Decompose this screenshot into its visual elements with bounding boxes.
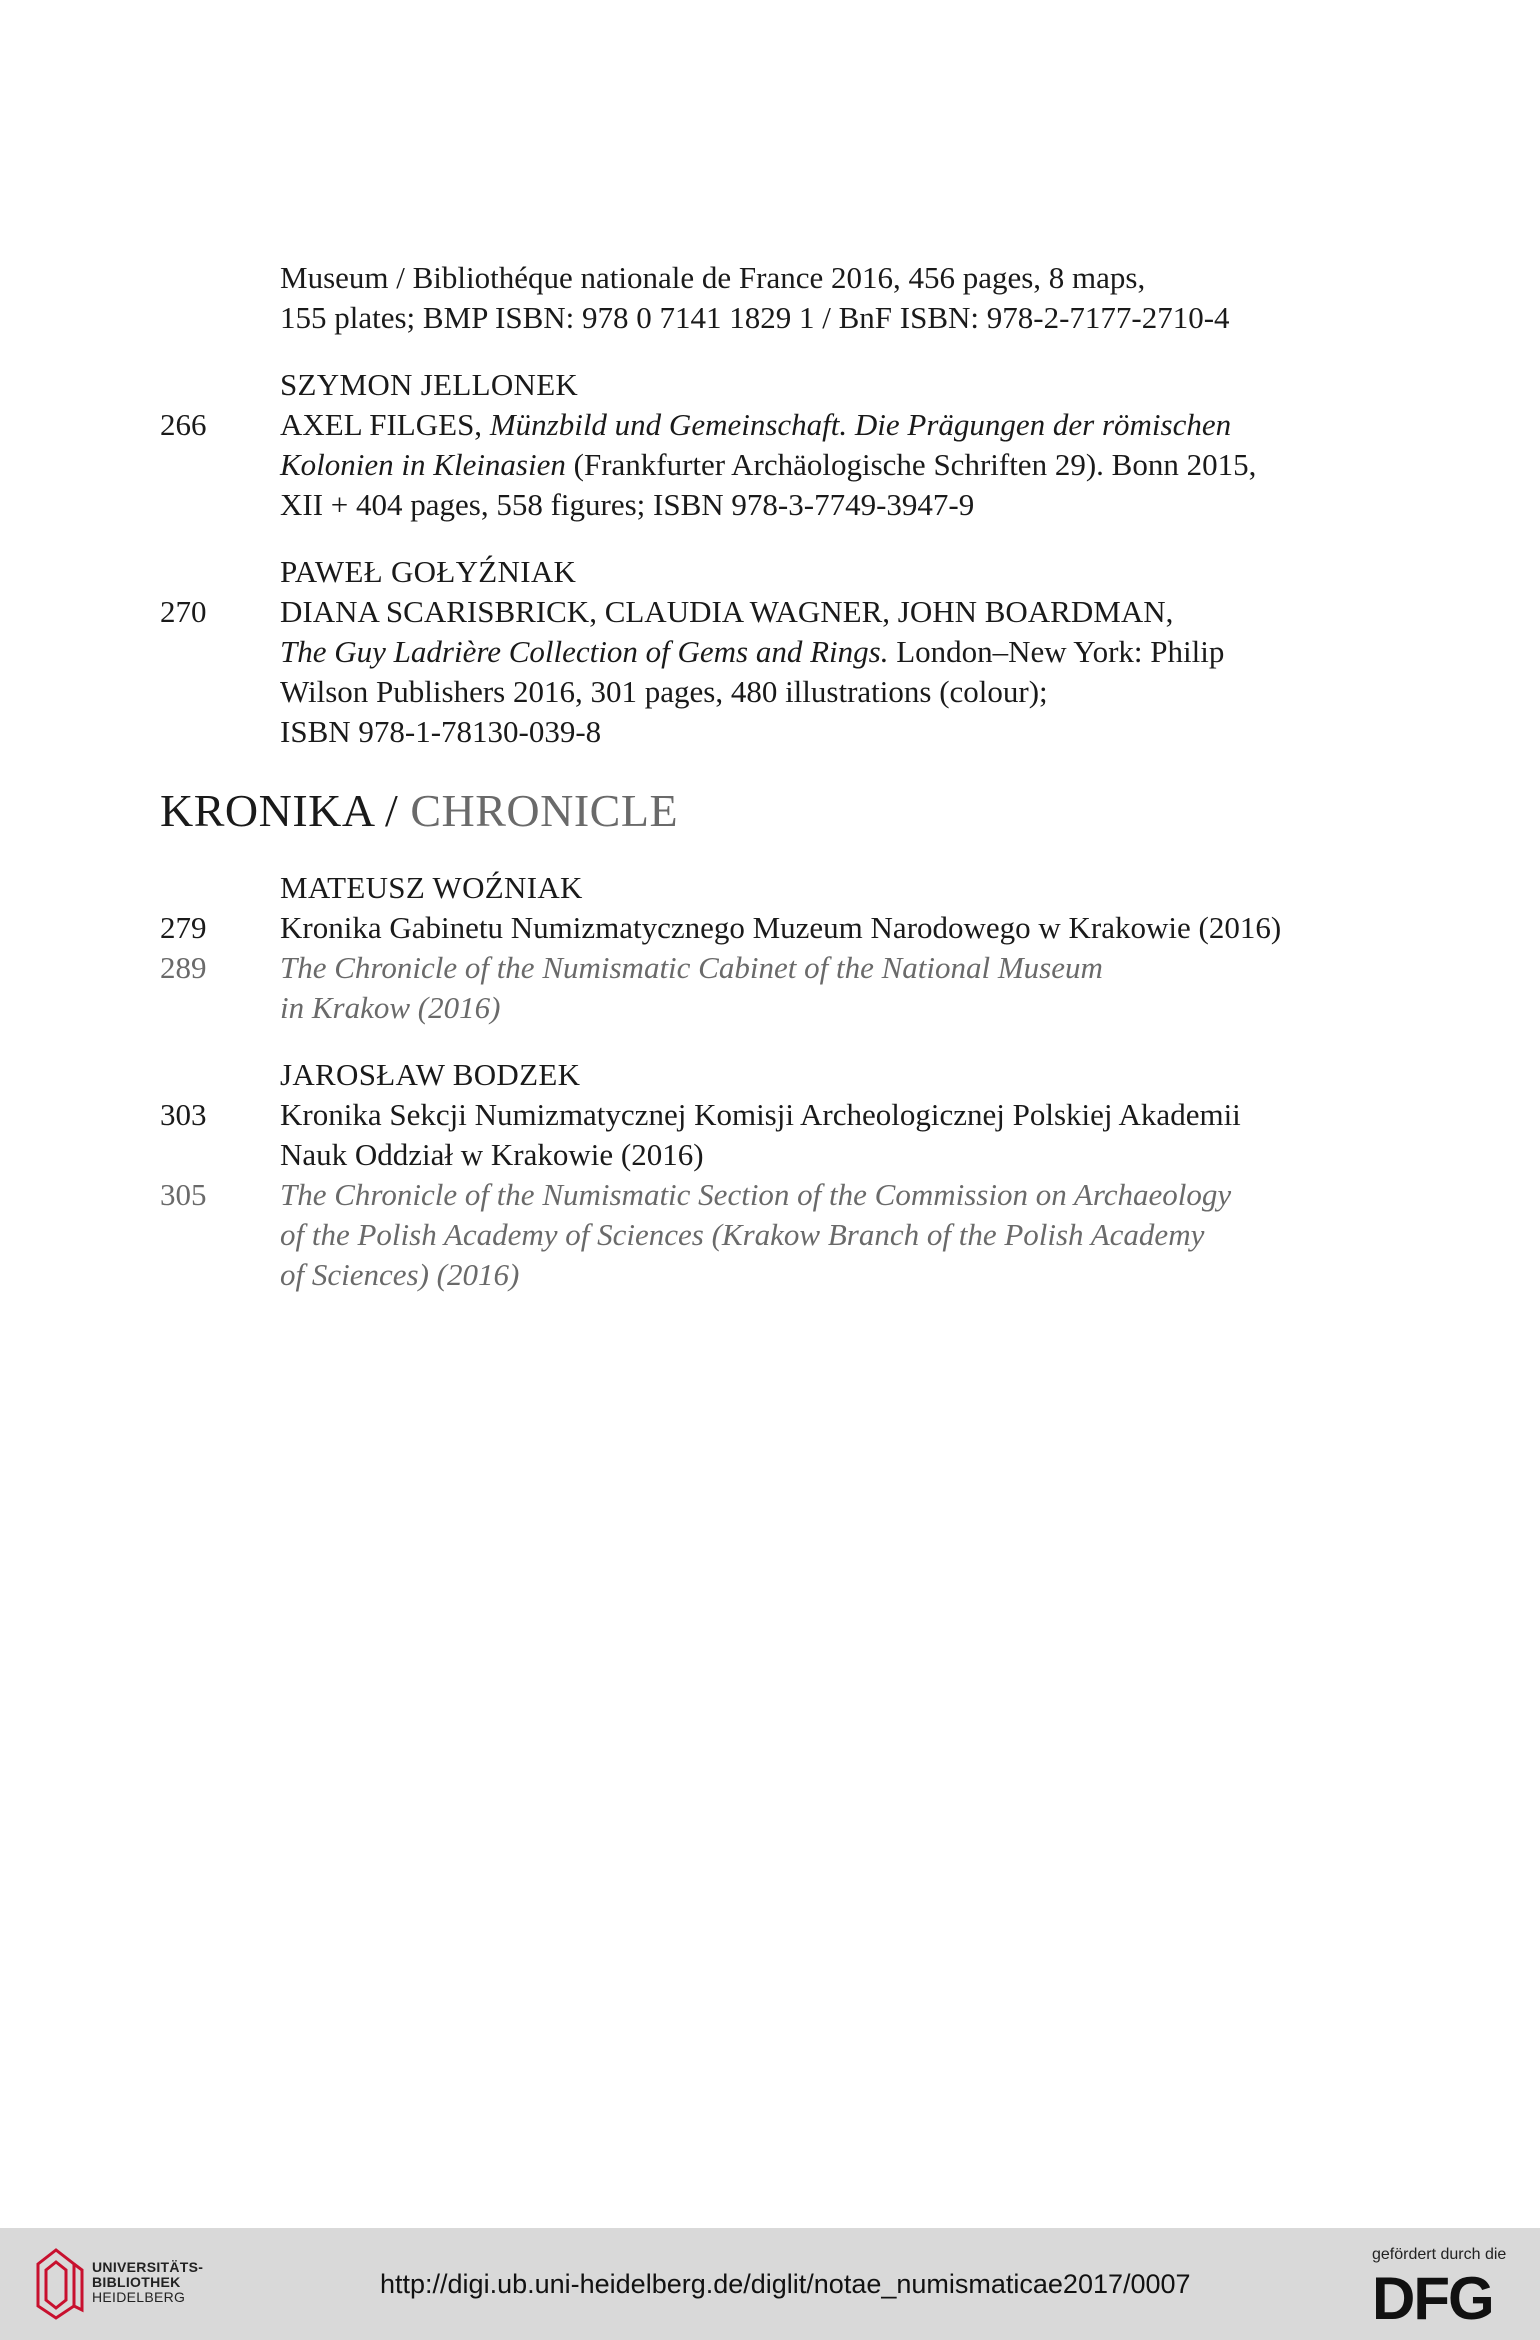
- entry-italic-title: Münzbild und Gemeinschaft. Die Prägungen der römischen: [489, 407, 1232, 442]
- entry-page-number: 289: [160, 950, 207, 985]
- entry-details-line: XII + 404 pages, 558 figures; ISBN 978-3-7749-3947-9: [280, 487, 975, 522]
- logo-text-line: UNIVERSITÄTS-: [92, 2259, 204, 2275]
- entry-italic-title: Kolonien in Kleinasien: [280, 447, 566, 482]
- entry-title-line: DIANA SCARISBRICK, CLAUDIA WAGNER, JOHN BOARDMAN,: [280, 594, 1174, 629]
- entry-translation-line: of the Polish Academy of Sciences (Krakow Branch of the Polish Academy: [280, 1217, 1205, 1252]
- logo-text-line: BIBLIOTHEK: [92, 2274, 181, 2290]
- entry-page-number: 303: [160, 1097, 207, 1132]
- entry-author: MATEUSZ WOŹNIAK: [280, 870, 583, 905]
- logo-text-line: HEIDELBERG: [92, 2289, 186, 2305]
- entry-text: AXEL FILGES,: [280, 407, 490, 442]
- university-library-logo-icon: [34, 2244, 86, 2320]
- dfg-logo: DFG: [1372, 2265, 1493, 2332]
- entry-details-line: ISBN 978-1-78130-039-8: [280, 714, 602, 749]
- entry-author: JAROSŁAW BODZEK: [280, 1057, 581, 1092]
- source-url-link[interactable]: http://digi.ub.uni-heidelberg.de/diglit/notae_numismaticae2017/0007: [380, 2269, 1191, 2299]
- entry-italic-title: The Guy Ladrière Collection of Gems and Rings.: [280, 634, 889, 669]
- footer-bar: [0, 2228, 1540, 2340]
- section-heading-en: CHRONICLE: [410, 785, 679, 836]
- entry-continuation-line-2: 155 plates; BMP ISBN: 978 0 7141 1829 1 / BnF ISBN: 978-2-7177-2710-4: [280, 300, 1230, 335]
- entry-page-number: 270: [160, 594, 207, 629]
- entry-title-line: [280, 405, 1231, 445]
- section-heading: [160, 785, 678, 837]
- entry-title-line: Kronika Sekcji Numizmatycznej Komisji Archeologicznej Polskiej Akademii: [280, 1097, 1241, 1132]
- entry-title-line: Nauk Oddział w Krakowie (2016): [280, 1137, 704, 1172]
- entry-text: (Frankfurter Archäologische Schriften 29). Bonn 2015,: [565, 447, 1257, 482]
- entry-page-number: 266: [160, 407, 207, 442]
- section-heading-pl: KRONIKA /: [160, 785, 411, 836]
- entry-author: SZYMON JELLONEK: [280, 367, 579, 402]
- entry-page-number: 305: [160, 1177, 207, 1212]
- entry-title-line: Kronika Gabinetu Numizmatycznego Muzeum Narodowego w Krakowie (2016): [280, 910, 1282, 945]
- entry-translation-line: in Krakow (2016): [280, 990, 501, 1025]
- entry-text: London–New York: Philip: [888, 634, 1225, 669]
- entry-title-line: [280, 445, 1256, 485]
- entry-continuation-line-1: Museum / Bibliothéque nationale de France 2016, 456 pages, 8 maps,: [280, 260, 1146, 295]
- entry-details-line: Wilson Publishers 2016, 301 pages, 480 illustrations (colour);: [280, 674, 1048, 709]
- entry-title-line: [280, 632, 1224, 672]
- entry-translation-line: The Chronicle of the Numismatic Cabinet of the National Museum: [280, 950, 1103, 985]
- entry-page-number: 279: [160, 910, 207, 945]
- entry-translation-line: The Chronicle of the Numismatic Section of the Commission on Archaeology: [280, 1177, 1232, 1212]
- entry-author: PAWEŁ GOŁYŹNIAK: [280, 554, 577, 589]
- university-library-name: [92, 2260, 203, 2305]
- dfg-funding-note: gefördert durch die: [1372, 2246, 1507, 2263]
- entry-translation-line: of Sciences) (2016): [280, 1257, 520, 1292]
